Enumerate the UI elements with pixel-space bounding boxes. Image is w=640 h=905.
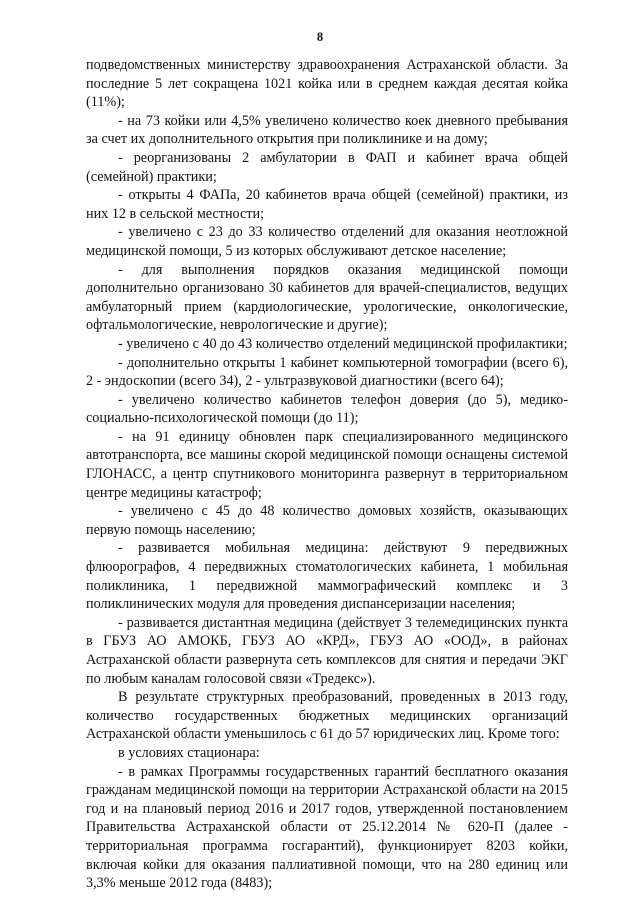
list-item-specialist-offices: - для выполнения порядков оказания медицинской помощи дополнительно организовано 30 кабинетов для врачей-специалистов, ведущих амбулаторный прием (кардиологические, урологические, онкологические, офтальмологические, неврологические и другие); bbox=[86, 261, 568, 334]
page-number: 8 bbox=[316, 30, 324, 44]
document-text bbox=[86, 56, 568, 893]
list-item-prevention-departments: - увеличено с 40 до 43 количество отделений медицинской профилактики; bbox=[118, 335, 568, 352]
list-item-first-aid-households: - увеличено с 45 до 48 количество домовых хозяйств, оказывающих первую помощь населению; bbox=[86, 503, 568, 538]
list-item-ambulance-fleet: - на 91 единицу обновлен парк специализированного медицинского автотранспорта, все машины скорой медицинской помощи оснащены системой ГЛОНАСС, а центр спутникового мониторинга развернут в территориальном центре медицины катастроф; bbox=[86, 428, 568, 501]
list-item-emergency-departments: - увеличено с 23 до 33 количество отделений для оказания неотложной медицинской помощи, 5 из которых обслуживают детское население; bbox=[86, 224, 568, 259]
list-item-reorganized-ambulatories: - реорганизованы 2 амбулатории в ФАП и кабинет врача общей (семейной) практики; bbox=[86, 149, 568, 185]
list-item-day-care-beds: - на 73 койки или 4,5% увеличено количество коек дневного пребывания за счет их дополнительного открытия при поликлинике и на дому; bbox=[86, 112, 568, 148]
list-item-bed-fund: - в рамках Программы государственных гарантий бесплатного оказания гражданам медицинской помощи на территории Астраханской области на 2015 год и на плановый период 2016 и 2017 годов, утвержденной постановлением Правительства Астраханской области от 25.12.2014 № 620-П (далее - территориальная программа госгарантий), функционирует 8203 койки, включая койки для оказания паллиативной помощи, что на 280 единиц или 3,3% меньше 2012 года (8483); bbox=[86, 763, 568, 892]
list-item-hotline-offices: - увеличено количество кабинетов телефон доверия (до 5), медико-социально-психологической помощи (до 11); bbox=[86, 391, 568, 427]
list-item-opened-faps: - открыты 4 ФАПа, 20 кабинетов врача общей (семейной) практики, из них 12 в сельской местности; bbox=[86, 187, 568, 222]
list-item-diagnostic-offices: - дополнительно открыты 1 кабинет компьютерной томографии (всего 6), 2 - эндоскопии (всего 34), 2 - ультразвуковой диагностики (всего 64); bbox=[86, 354, 568, 390]
paragraph-continuation: подведомственных министерству здравоохранения Астраханской области. За последние 5 лет сокращена 1021 койка или в среднем каждая десятая койка (11%); bbox=[86, 57, 568, 111]
list-item-telemedicine: - развивается дистантная медицина (действует 3 телемедицинских пункта в ГБУЗ АО АМОКБ, ГБУЗ АО «КРД», ГБУЗ АО «ООД», в районах Астраханской области развернута сеть комплексов для снятия и передачи ЭКГ по любым каналам голосовой связи «Тредекс»). bbox=[86, 614, 568, 687]
list-item-mobile-medicine: - развивается мобильная медицина: действуют 9 передвижных флюорографов, 4 передвижных стоматологических кабинета, 1 мобильная поликлиника, 1 передвижной маммографический комплекс и 3 поликлинических модуля для проведения диспансеризации населения; bbox=[86, 540, 568, 613]
paragraph-inpatient-conditions: в условиях стационара: bbox=[118, 744, 260, 761]
paragraph-structural-results: В результате структурных преобразований, проведенных в 2013 году, количество государственных бюджетных медицинских организаций Астраханской области уменьшилось с 61 до 57 юридических лиц. Кроме того: bbox=[86, 689, 568, 743]
